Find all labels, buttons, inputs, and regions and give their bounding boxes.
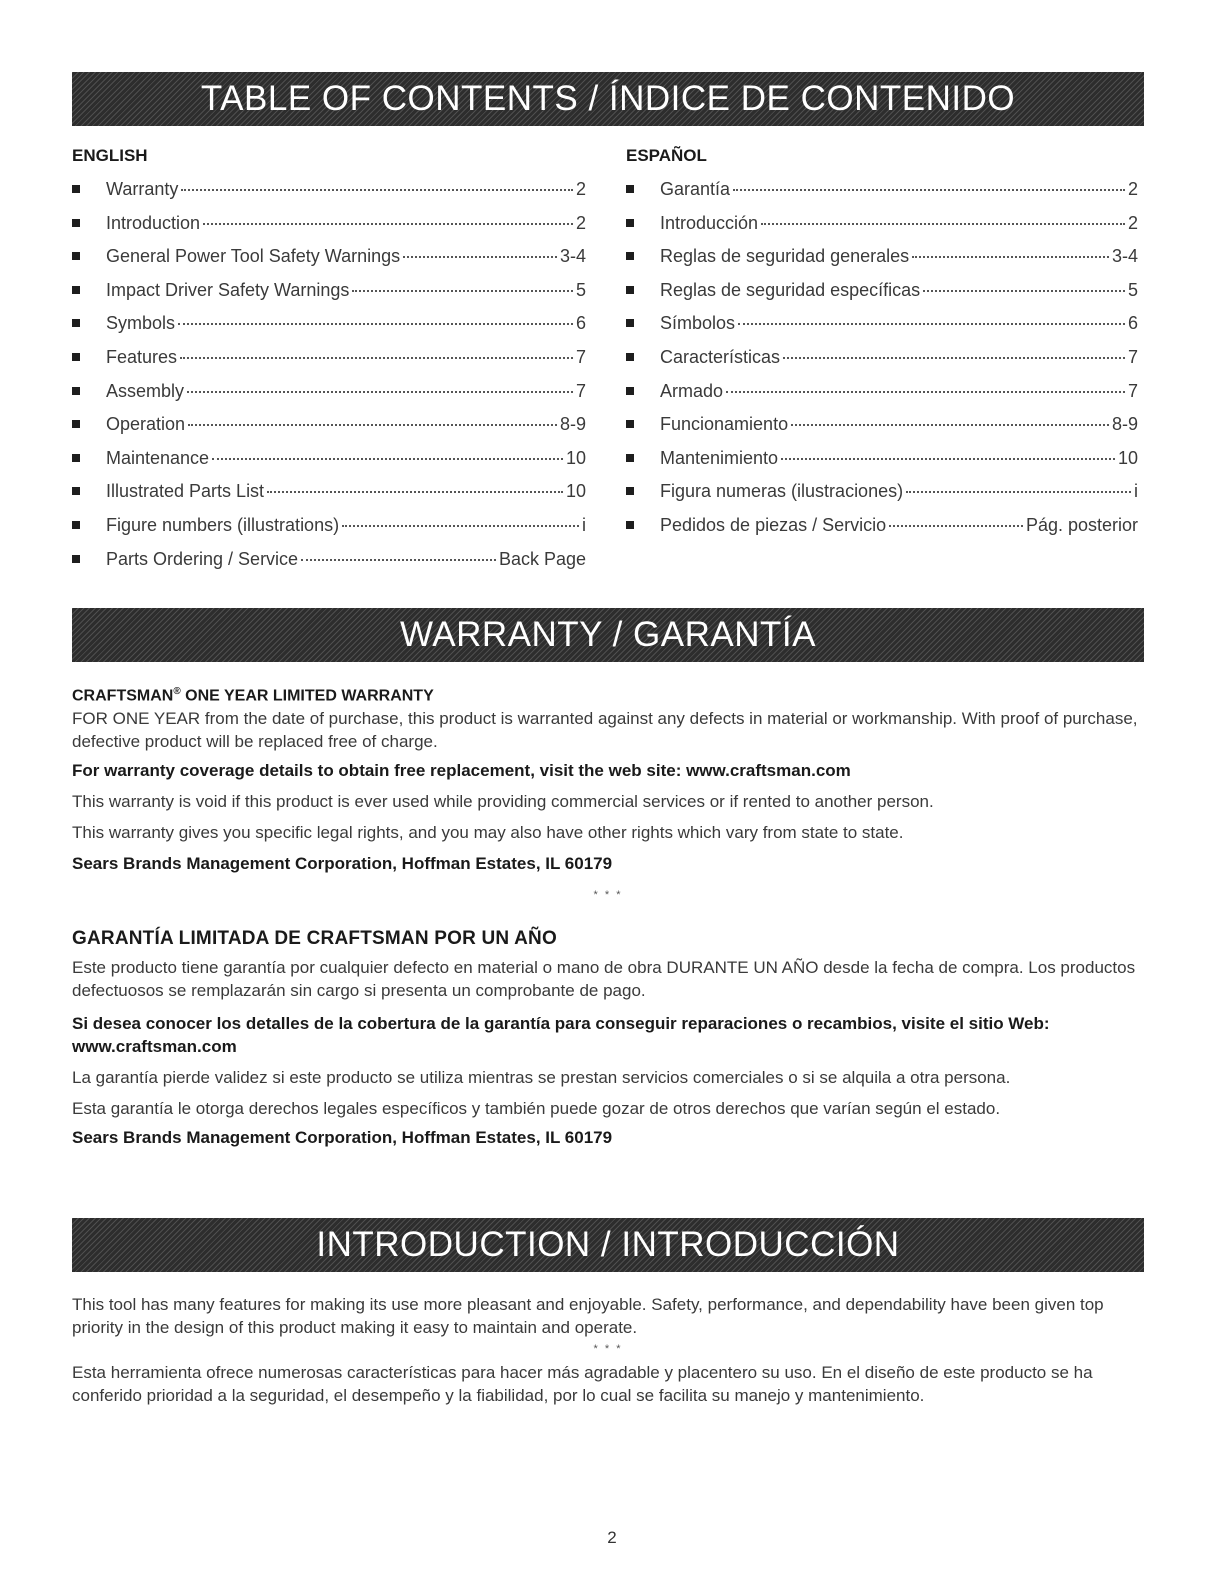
- toc-item: [72, 246, 586, 280]
- toc-item-label: Características: [660, 346, 781, 367]
- bullet-icon: [626, 286, 634, 294]
- toc-item-label: Figure numbers (illustrations): [106, 514, 340, 535]
- toc-item-page: 2: [575, 179, 586, 199]
- toc-item-label: Funcionamiento: [660, 414, 789, 435]
- toc-leader-dots: [923, 290, 1125, 292]
- toc-leader-dots: [181, 189, 573, 191]
- toc-english: [72, 146, 586, 582]
- toc-item-page: 7: [1127, 380, 1138, 401]
- toc-item-page: 2: [1127, 179, 1138, 199]
- toc-item: [626, 515, 1138, 549]
- toc-item: [626, 213, 1138, 247]
- toc-item-page: i: [1134, 481, 1138, 502]
- toc-item-page: 3-4: [559, 246, 586, 267]
- toc-leader-dots: [180, 357, 573, 359]
- toc-item-page: 2: [1127, 212, 1138, 233]
- toc-item-page: 7: [575, 380, 586, 401]
- toc-english-list: [72, 179, 586, 582]
- toc-item-page: 10: [1117, 447, 1138, 468]
- toc-leader-dots: [403, 256, 557, 258]
- toc-item-page: 3-4: [1111, 246, 1138, 267]
- toc-item-page: 5: [575, 279, 586, 300]
- warranty-english-p2: This warranty is void if this product is ever used while providing commercial services or if rented to another person.: [72, 792, 934, 812]
- toc-leader-dots: [906, 491, 1131, 493]
- toc-item-label: Pedidos de piezas / Servicio: [660, 514, 887, 535]
- registered-mark: ®: [173, 686, 181, 697]
- toc-item: [626, 280, 1138, 314]
- toc-item-page: 6: [575, 313, 586, 334]
- bullet-icon: [72, 555, 80, 563]
- toc-leader-dots: [738, 323, 1125, 325]
- toc-item-label: Mantenimiento: [660, 447, 779, 468]
- toc-item: [72, 381, 586, 415]
- toc-item: [626, 448, 1138, 482]
- toc-item: [72, 213, 586, 247]
- toc-leader-dots: [761, 223, 1125, 225]
- introduction-separator: * * *: [593, 1343, 623, 1355]
- toc-item-page: 7: [1127, 346, 1138, 367]
- toc-item: [72, 549, 586, 583]
- toc-item-page: 10: [565, 481, 586, 502]
- toc-leader-dots: [726, 391, 1125, 393]
- bullet-icon: [72, 521, 80, 529]
- page-number: 2: [607, 1528, 617, 1547]
- toc-item-label: Símbolos: [660, 313, 736, 334]
- toc-leader-dots: [781, 458, 1115, 460]
- toc-item: [72, 347, 586, 381]
- bullet-icon: [626, 319, 634, 327]
- toc-item-label: Figura numeras (ilustraciones): [660, 481, 904, 502]
- bullet-icon: [626, 353, 634, 361]
- toc-item: [72, 414, 586, 448]
- bullet-icon: [72, 420, 80, 428]
- toc-item: [72, 280, 586, 314]
- toc-item-label: Introduction: [106, 212, 201, 233]
- bullet-icon: [72, 487, 80, 495]
- toc-item: [72, 515, 586, 549]
- warranty-separator: * * *: [593, 889, 623, 902]
- toc-item-page: Back Page: [498, 548, 586, 569]
- toc-item-label: Parts Ordering / Service: [106, 548, 299, 569]
- toc-item-label: Symbols: [106, 313, 176, 334]
- warranty-english: [72, 686, 1144, 901]
- warranty-spanish-p1: Este producto tiene garantía por cualquier defecto en material o mano de obra DURANTE UN AÑO desde la fecha de compra. Los productos defectuosos se remplazarán sin cargo si presenta un comprobante de pago.: [72, 958, 1136, 1000]
- heading-rest: ONE YEAR LIMITED WARRANTY: [180, 687, 434, 705]
- toc-leader-dots: [352, 290, 573, 292]
- toc-item-label: Warranty: [106, 179, 179, 199]
- bullet-icon: [626, 487, 634, 495]
- toc-banner: [72, 72, 1144, 126]
- toc-item: [72, 481, 586, 515]
- toc-item-label: Impact Driver Safety Warnings: [106, 279, 350, 300]
- toc-leader-dots: [733, 189, 1125, 191]
- toc-item-label: Introducción: [660, 212, 759, 233]
- toc-item-page: 8-9: [559, 414, 586, 435]
- toc-english-heading: ENGLISH: [72, 146, 148, 165]
- toc-spanish-heading: ESPAÑOL: [626, 146, 707, 165]
- bullet-icon: [626, 387, 634, 395]
- toc-leader-dots: [783, 357, 1125, 359]
- toc-item: [72, 313, 586, 347]
- toc-item-page: 2: [575, 212, 586, 233]
- toc-leader-dots: [791, 424, 1109, 426]
- toc-item: [72, 448, 586, 482]
- heading-brand: CRAFTSMAN: [72, 687, 174, 705]
- toc-item: [626, 481, 1138, 515]
- toc-item-page: 8-9: [1111, 414, 1138, 435]
- toc-item-label: Features: [106, 346, 178, 367]
- bullet-icon: [72, 387, 80, 395]
- toc-leader-dots: [267, 491, 563, 493]
- toc-leader-dots: [912, 256, 1109, 258]
- introduction-banner: [72, 1218, 1144, 1272]
- warranty-banner-title: WARRANTY / GARANTÍA: [400, 615, 816, 654]
- toc-item-label: Maintenance: [106, 447, 210, 468]
- introduction-english: This tool has many features for making its use more pleasant and enjoyable. Safety, performance, and dependability have been given top priority in the design of this product making it easy to maintain and operate.: [72, 1295, 1104, 1337]
- bullet-icon: [72, 185, 80, 193]
- toc-item-label: Assembly: [106, 380, 185, 401]
- warranty-english-heading: [72, 686, 1144, 705]
- warranty-spanish-p3: Esta garantía le otorga derechos legales específicos y también puede gozar de otros derechos que varían según el estado.: [72, 1099, 1001, 1118]
- bullet-icon: [626, 252, 634, 260]
- toc-spanish: [626, 146, 1138, 549]
- toc-item: [626, 246, 1138, 280]
- toc-item: [626, 381, 1138, 415]
- toc-item-page: 6: [1127, 313, 1138, 334]
- introduction-spanish: Esta herramienta ofrece numerosas características para hacer más agradable y placentero su uso. En el diseño de este producto se ha conferido prioridad a la seguridad, el desempeño y la fiabilidad, por lo cual se facilita su manejo y mantenimiento.: [72, 1363, 1093, 1405]
- toc-item-page: Pág. posterior: [1025, 514, 1138, 535]
- warranty-spanish: [72, 928, 1144, 1149]
- warranty-spanish-p2: La garantía pierde validez si este producto se utiliza mientras se prestan servicios comerciales o si se alquila a otra persona.: [72, 1068, 1011, 1087]
- bullet-icon: [72, 454, 80, 462]
- toc-leader-dots: [889, 525, 1023, 527]
- warranty-english-p3: This warranty gives you specific legal rights, and you may also have other rights which vary from state to state.: [72, 823, 904, 843]
- toc-item-page: 10: [565, 447, 586, 468]
- bullet-icon: [72, 252, 80, 260]
- toc-item: [626, 313, 1138, 347]
- toc-leader-dots: [212, 458, 563, 460]
- toc-item-label: Armado: [660, 380, 724, 401]
- introduction-banner-title: INTRODUCTION / INTRODUCCIÓN: [316, 1225, 900, 1264]
- toc-item-label: Garantía: [660, 179, 731, 199]
- bullet-icon: [626, 521, 634, 529]
- warranty-spanish-heading: GARANTÍA LIMITADA DE CRAFTSMAN POR UN AÑO: [72, 928, 557, 949]
- toc-spanish-list: [626, 179, 1138, 549]
- toc-item: [626, 414, 1138, 448]
- toc-item: [626, 179, 1138, 213]
- toc-item-page: 7: [575, 346, 586, 367]
- toc-leader-dots: [178, 323, 573, 325]
- toc-leader-dots: [187, 391, 573, 393]
- bullet-icon: [72, 353, 80, 361]
- toc-item-label: Illustrated Parts List: [106, 481, 265, 502]
- toc-item-label: General Power Tool Safety Warnings: [106, 246, 401, 267]
- warranty-english-p1: FOR ONE YEAR from the date of purchase, this product is warranted against any defects in material or workmanship. With proof of purchase, defective product will be replaced free of charge.: [72, 709, 1138, 752]
- warranty-banner: [72, 608, 1144, 662]
- warranty-spanish-company: Sears Brands Management Corporation, Hoffman Estates, IL 60179: [72, 1128, 613, 1147]
- warranty-spanish-website: Si desea conocer los detalles de la cobertura de la garantía para conseguir reparaciones o recambios, visite el sitio Web: www.craftsman.com: [72, 1014, 1050, 1056]
- toc-item-label: Operation: [106, 414, 186, 435]
- toc-item-label: Reglas de seguridad generales: [660, 246, 910, 267]
- bullet-icon: [72, 286, 80, 294]
- bullet-icon: [626, 185, 634, 193]
- toc-item-page: 5: [1127, 279, 1138, 300]
- bullet-icon: [72, 319, 80, 327]
- toc-item: [626, 347, 1138, 381]
- toc-banner-title: TABLE OF CONTENTS / ÍNDICE DE CONTENIDO: [200, 79, 1016, 118]
- introduction-section: [72, 1293, 1144, 1407]
- toc-leader-dots: [203, 223, 573, 225]
- bullet-icon: [626, 420, 634, 428]
- bullet-icon: [626, 219, 634, 227]
- toc-leader-dots: [301, 559, 496, 561]
- warranty-english-company: Sears Brands Management Corporation, Hoffman Estates, IL 60179: [72, 854, 613, 874]
- bullet-icon: [72, 219, 80, 227]
- toc-item-label: Reglas de seguridad específicas: [660, 279, 921, 300]
- toc-item: [72, 179, 586, 213]
- bullet-icon: [626, 454, 634, 462]
- toc-leader-dots: [188, 424, 557, 426]
- toc-item-page: i: [582, 514, 586, 535]
- warranty-english-website: For warranty coverage details to obtain free replacement, visit the web site: www.craftsman.com: [72, 761, 851, 781]
- toc-leader-dots: [342, 525, 579, 527]
